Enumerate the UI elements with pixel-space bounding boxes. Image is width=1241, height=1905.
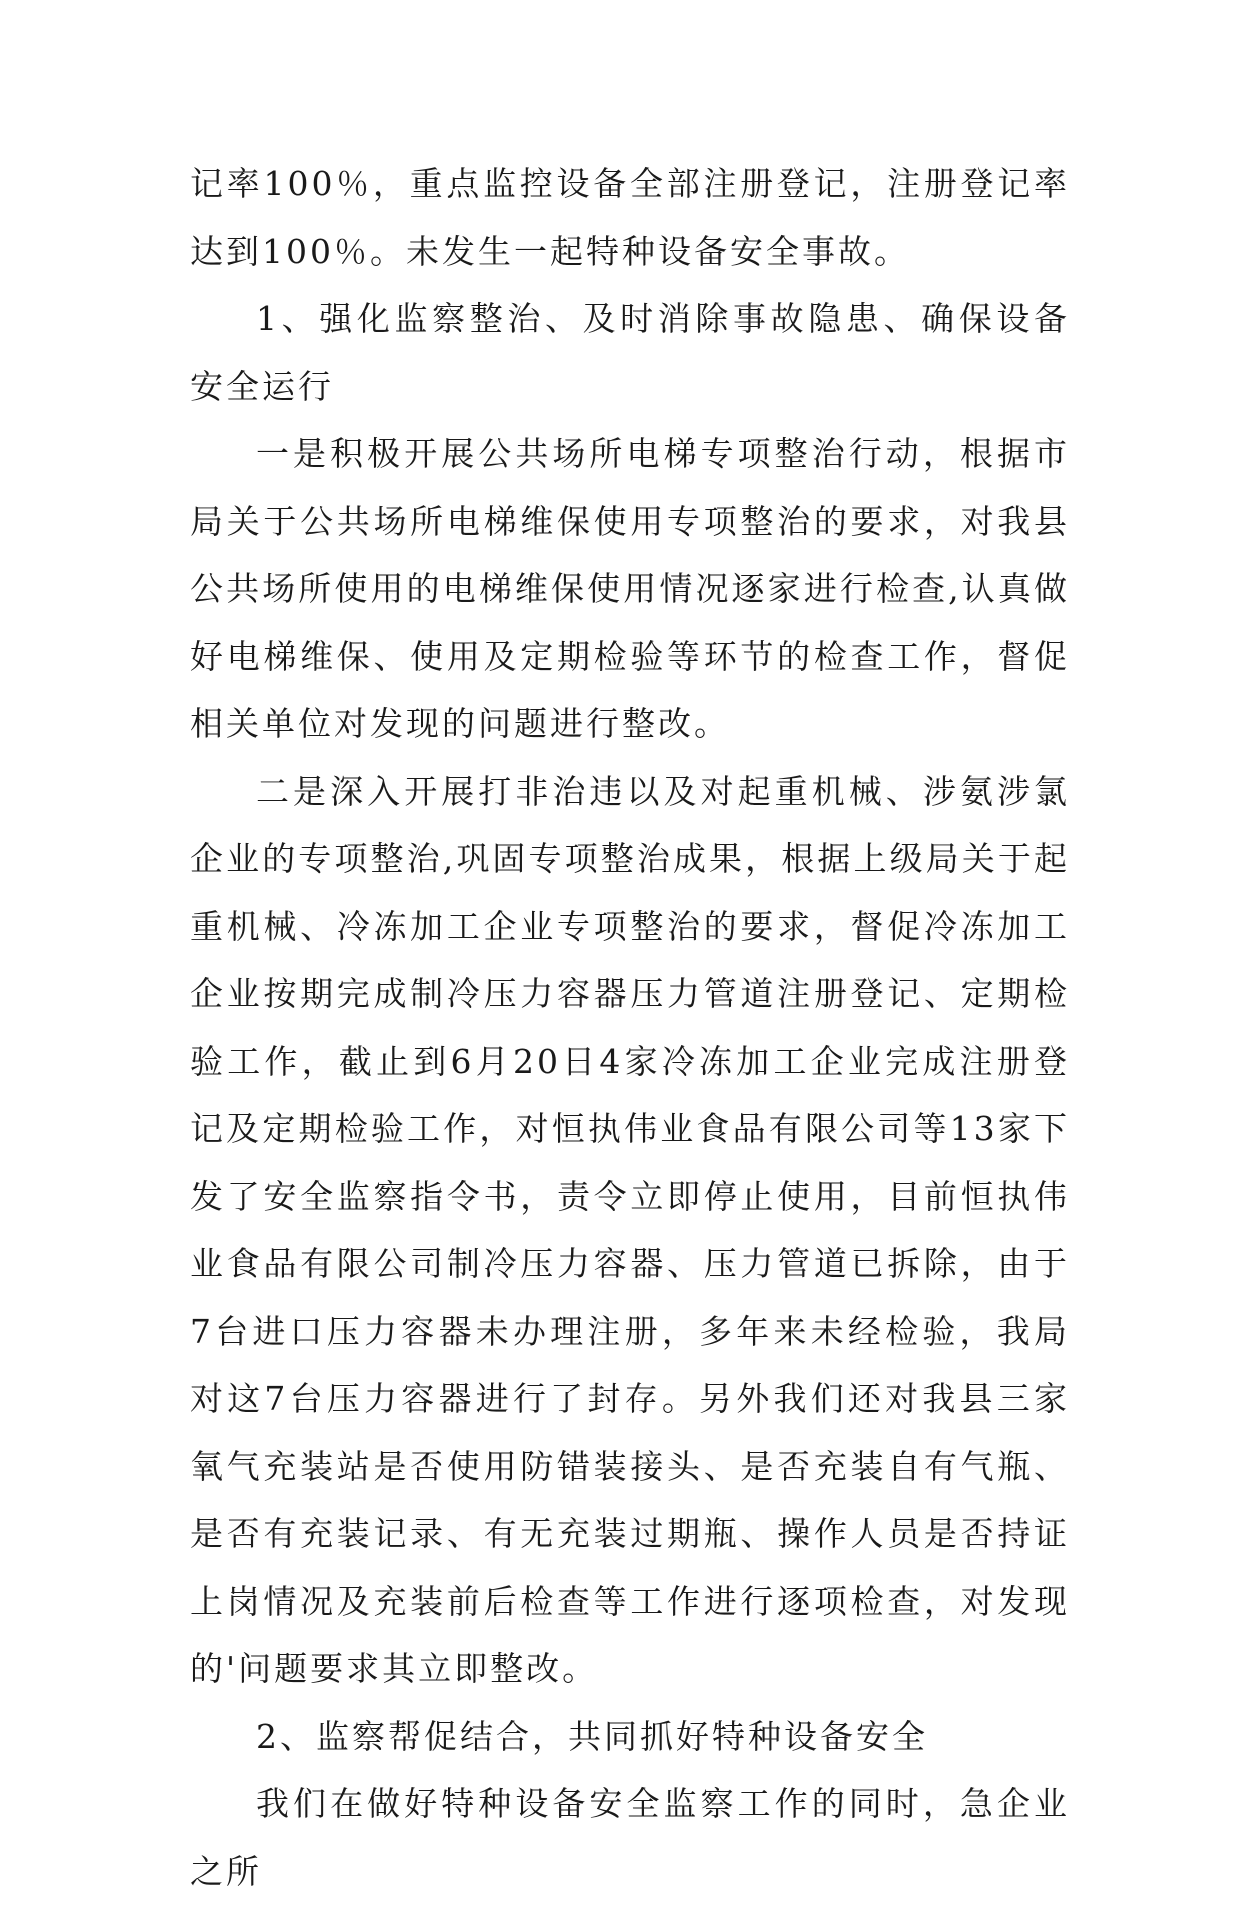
paragraph-4: 我们在做好特种设备安全监察工作的同时，急企业之所 bbox=[190, 1784, 1070, 1891]
paragraph-heading-1: 1、强化监察整治、及时消除事故隐患、确保设备安全运行 bbox=[190, 299, 1070, 406]
paragraph-3: 二是深入开展打非治违以及对起重机械、涉氨涉氯企业的专项整治,巩固专项整治成果，根据上级局关于起重机械、冷冻加工企业专项整治的要求，督促冷冻加工企业按期完成制冷压力容器压力管道注册登记、定期检验工作，截止到6月20日4家冷冻加工企业完成注册登记及定期检验工作，对恒执伟业食品有限公司等13家下发了安全监察指令书，责令立即停止使用，目前恒执伟业食品有限公司制冷压力容器、压力管道已拆除，由于7台进口压力容器未办理注册，多年来未经检验，我局对这7台压力容器进行了封存。另外我们还对我县三家氧气充装站是否使用防错装接头、是否充装自有气瓶、是否有充装记录、有无充装过期瓶、操作人员是否持证上岗情况及充装前后检查等工作进行逐项检查，对发现的'问题要求其立即整改。 bbox=[190, 771, 1070, 1688]
document-body bbox=[190, 150, 1070, 1905]
paragraph-heading-2: 2、监察帮促结合，共同抓好特种设备安全 bbox=[256, 1716, 928, 1756]
paragraph-2: 一是积极开展公共场所电梯专项整治行动，根据市局关于公共场所电梯维保使用专项整治的要求，对我县公共场所使用的电梯维保使用情况逐家进行检查,认真做好电梯维保、使用及定期检验等环节的检查工作，督促相关单位对发现的问题进行整改。 bbox=[190, 434, 1070, 743]
paragraph-1: 记率100％，重点监控设备全部注册登记，注册登记率达到100％。未发生一起特种设备安全事故。 bbox=[190, 164, 1070, 271]
